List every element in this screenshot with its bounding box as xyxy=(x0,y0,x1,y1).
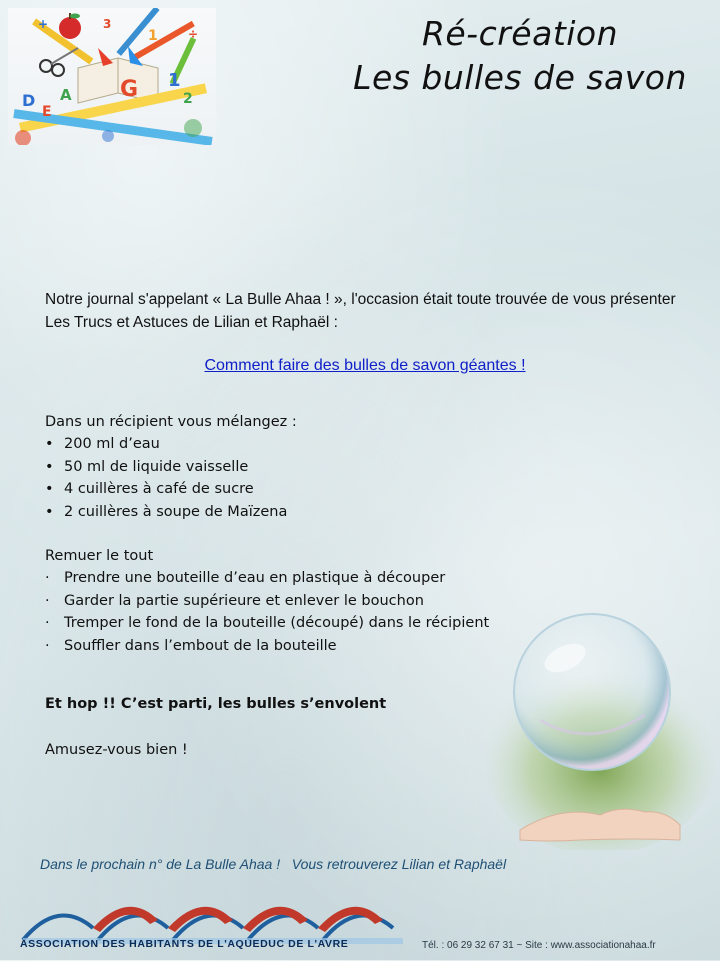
soap-bubble-photo xyxy=(480,600,720,850)
book-icon xyxy=(78,46,158,103)
bullet-icon: · xyxy=(45,592,50,609)
ingredient-text: 200 ml d’eau xyxy=(64,436,160,452)
bullet-icon: • xyxy=(45,458,54,475)
svg-text:3: 3 xyxy=(103,17,112,31)
scissors-icon xyxy=(40,48,78,76)
apple-icon xyxy=(59,13,81,39)
step-text: Souffler dans l’embout de la bouteille xyxy=(64,637,337,654)
bullet-icon: • xyxy=(45,436,54,452)
bullet-icon: • xyxy=(45,481,54,497)
svg-text:2: 2 xyxy=(183,91,193,107)
giant-bubbles-link[interactable]: Comment faire des bulles de savon géantes ! xyxy=(204,357,526,374)
list-item xyxy=(45,567,685,590)
next-issue-note: Dans le prochain n° de La Bulle Ahaa ! Vous retrouverez Lilian et Raphaël xyxy=(40,856,507,872)
svg-text:A: A xyxy=(60,86,72,104)
ingredients-label: Dans un récipient vous mélangez : xyxy=(45,414,297,430)
bullet-icon: · xyxy=(45,570,50,586)
list-item xyxy=(45,501,685,524)
closing-line: Amusez-vous bien ! xyxy=(45,742,188,758)
ingredient-text: 50 ml de liquide vaisselle xyxy=(64,458,249,475)
bullet-icon: · xyxy=(45,615,50,631)
svg-text:+: + xyxy=(38,17,49,31)
svg-text:G: G xyxy=(120,77,139,102)
bullet-icon: · xyxy=(45,637,50,654)
step-text: Prendre une bouteille d’eau en plastique à découper xyxy=(64,570,446,586)
link-line xyxy=(45,357,685,375)
school-supplies-illustration xyxy=(8,8,216,145)
svg-text:1: 1 xyxy=(168,70,181,91)
title-line-1: Ré-création xyxy=(421,14,619,53)
ingredients-list xyxy=(45,433,685,523)
bubble-icon xyxy=(514,614,670,770)
title-line-2: Les bulles de savon xyxy=(353,58,687,97)
intro-paragraph: Notre journal s'appelant « La Bulle Ahaa ! », l'occasion était toute trouvée de vous présenter Les Trucs et Astuces de Lilian et Raphaël : xyxy=(45,291,676,331)
association-name: ASSOCIATION DES HABITANTS DE L'AQUEDUC DE L'AVRE xyxy=(20,938,349,950)
list-item xyxy=(45,433,685,456)
ingredient-text: 2 cuillères à soupe de Maïzena xyxy=(64,503,288,520)
step-text: Garder la partie supérieure et enlever le bouchon xyxy=(64,592,424,609)
svg-text:E: E xyxy=(42,104,52,120)
page-title xyxy=(330,12,710,100)
svg-text:÷: ÷ xyxy=(188,27,199,41)
bullet-icon: • xyxy=(45,503,54,520)
final-statement: Et hop !! C’est parti, les bulles s’envolent xyxy=(45,696,387,712)
list-item xyxy=(45,456,685,479)
ingredient-text: 4 cuillères à café de sucre xyxy=(64,481,254,497)
list-item xyxy=(45,478,685,501)
steps-label: Remuer le tout xyxy=(45,548,154,564)
svg-text:D: D xyxy=(22,91,36,110)
step-text: Tremper le fond de la bouteille (découpé) dans le récipient xyxy=(64,615,490,631)
svg-text:1: 1 xyxy=(148,28,158,44)
contact-info: Tél. : 06 29 32 67 31 ~ Site : www.associationahaa.fr xyxy=(422,940,656,951)
